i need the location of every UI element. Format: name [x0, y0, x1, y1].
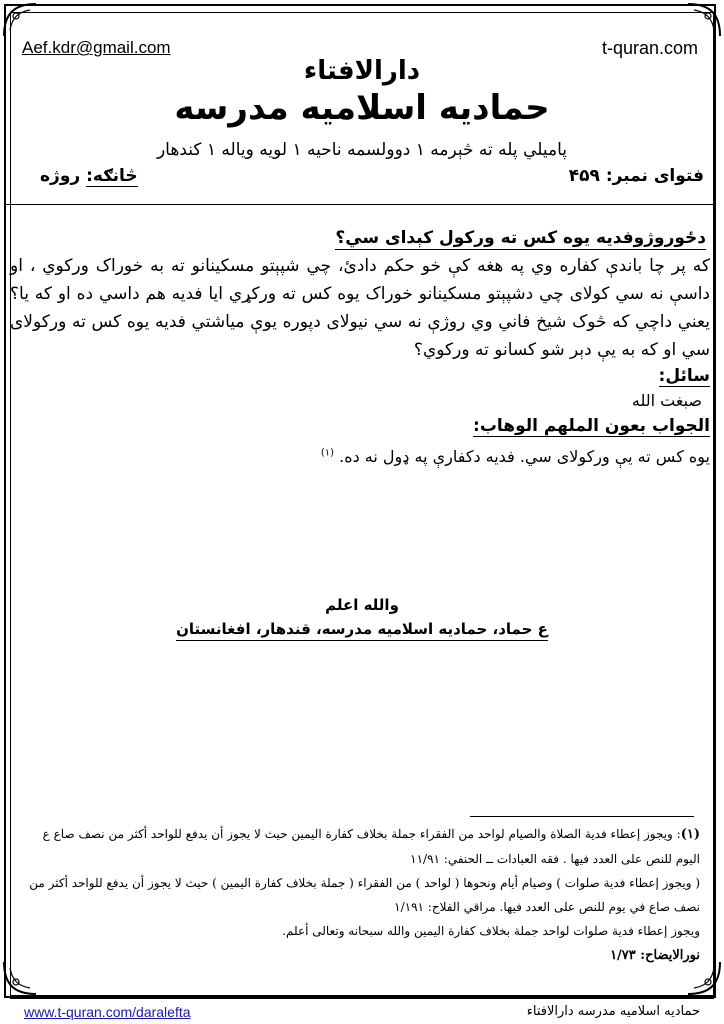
footnote-divider: [470, 816, 694, 817]
footnote-ref[interactable]: (۱): [320, 447, 335, 459]
answer-heading: الجواب بعون الملهم الوهاب:: [473, 416, 710, 436]
corner-ornament-icon: [684, 0, 724, 40]
answer-text: [10, 447, 710, 466]
wallahu-alam: والله اعلم: [325, 596, 399, 614]
footer-link[interactable]: www.t-quran.com/daralefta: [24, 1004, 191, 1020]
header-divider: [6, 204, 716, 205]
corner-ornament-icon: [0, 0, 40, 40]
topic-value: روژه: [40, 166, 81, 186]
fatwa-number: فتوای نمبر: ۴۵۹: [568, 166, 704, 186]
email-link[interactable]: Aef.kdr@gmail.com: [22, 38, 171, 57]
footnote-text: ( ويجوز إعطاء فدية صلوات ) وصيام أيام ونحوها ( لواحد ) من الفقراء ( جملة بخلاف كفارة اليمين ) حيث لا يجوز أن يدفع للواحد أكثر من نصف صاع في يوم للنص على العدد فيها. مراقي الفلاح: ۱/۱۹۱: [29, 876, 700, 914]
closing-block: [0, 596, 724, 641]
topic-field: [40, 166, 138, 186]
answer-body: یوه کس ته یې ورکولای سي. فدیه دکفارې په ډول نه ده.: [339, 447, 710, 466]
footnote-item: [18, 919, 700, 943]
asker-name: صبغت الله: [631, 391, 702, 410]
footer-divider: [10, 998, 714, 999]
footnote-text: : ويجوز إعطاء فدية الصلاة والصيام لواحد من الفقراء جملة بخلاف كفارة اليمين حيث لا يجوز أن يدفع للواحد أكثر من نصف صاع ع اليوم للنص على العدد فيها . فقه العبادات ــ الحنفي: ۱۱/۹۱: [42, 827, 700, 866]
address-line: پامیلي پله ته څېرمه ۱ دوولسمه ناحیه ۱ لویه ویاله ۱ کندهار: [156, 140, 568, 160]
asker-label: سائل:: [658, 366, 710, 386]
footer-org: حمادیه اسلامیه مدرسه دارالافتاء: [526, 1004, 700, 1019]
footnote-item: [18, 871, 700, 919]
footnotes: [18, 822, 700, 968]
question-section: [10, 228, 710, 466]
footnote-text: ويجوز إعطاء فدية صلوات لواحد جملة بخلاف كفارة اليمين والله سبحانه وتعالى أعلم.: [282, 924, 700, 938]
footnote-number: (۱): [680, 827, 700, 842]
question-title: دځوروژوفدیه یوه کس ته ورکول کېدای سي؟: [335, 228, 706, 248]
question-text: که پر چا باندې کفاره وي په هغه کې خو حکم دادئ، چي شپېتو مسکینانو ته به خوراک ورکوي ، او داسې نه سي کولای چي دشپېتو مسکینانو خوراک یوه کس ته ورکړي ایا فدیه هم داسي ده او که یا؟ یعني داچي که څوک شیخ فاني وي روژې نه سي نیولای دپوره یوې میاشتي فدیه یوه کس ته ورکولای سي او که به یې دېر شو کسانو ته ورکوي؟: [10, 256, 710, 360]
title-darulifta: دارالافتاء: [303, 56, 421, 86]
signature: ع حماد، حمادیه اسلامیه مدرسه، قندهار، افغانستان: [176, 620, 548, 641]
footnote-text: نورالايضاح: ۱/۷۳: [610, 948, 700, 963]
footnote-item: [18, 822, 700, 871]
topic-label: څانګه:: [86, 166, 138, 186]
footnote-item: [18, 943, 700, 968]
title-madrasa: حمادیه اسلامیه مدرسه: [174, 88, 550, 128]
website-text: t-quran.com: [601, 38, 698, 58]
